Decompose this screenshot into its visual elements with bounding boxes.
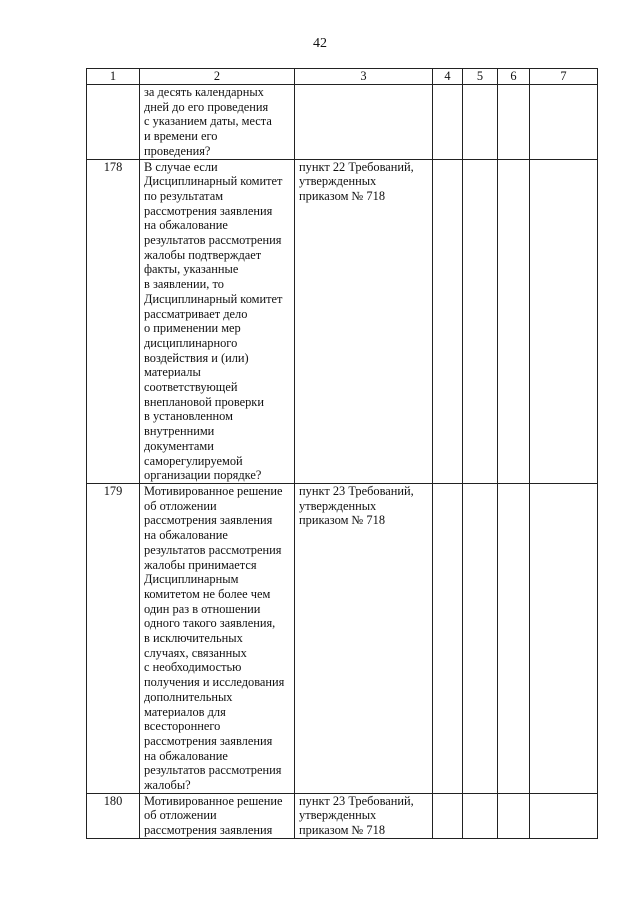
- requirement-text: Мотивированное решение об отложении рассмотрения заявления: [140, 793, 295, 838]
- column-header-7: 7: [530, 69, 598, 85]
- table-row: [87, 85, 598, 160]
- cell-col6: [498, 793, 530, 838]
- requirement-text: Мотивированное решение об отложении рассмотрения заявления на обжалование результатов рассмотрения жалобы принимается Дисциплинарным комитетом не более чем один раз в отношении одного такого заявления, в исключительных случаях, связанных с необходимостью получения и исследования дополнительных материалов для всестороннего рассмотрения заявления на обжалование результатов рассмотрения жалобы?: [140, 483, 295, 793]
- cell-col4: [433, 85, 463, 160]
- column-header-5: 5: [463, 69, 498, 85]
- reference-text: [295, 85, 433, 160]
- column-header-2: 2: [140, 69, 295, 85]
- cell-col7: [530, 159, 598, 483]
- row-number: 180: [87, 793, 140, 838]
- cell-col5: [463, 793, 498, 838]
- reference-text: пункт 22 Требований, утвержденных приказом № 718: [295, 159, 433, 483]
- cell-col5: [463, 483, 498, 793]
- row-number: [87, 85, 140, 160]
- requirements-table: [86, 68, 598, 839]
- table-row: [87, 159, 598, 483]
- cell-col4: [433, 159, 463, 483]
- table-row: [87, 793, 598, 838]
- cell-col6: [498, 483, 530, 793]
- reference-text: пункт 23 Требований, утвержденных приказом № 718: [295, 483, 433, 793]
- cell-col5: [463, 159, 498, 483]
- reference-text: пункт 23 Требований, утвержденных приказом № 718: [295, 793, 433, 838]
- row-number: 178: [87, 159, 140, 483]
- cell-col4: [433, 483, 463, 793]
- header-row: [87, 69, 598, 85]
- requirement-text: за десять календарных дней до его проведения с указанием даты, места и времени его проведения?: [140, 85, 295, 160]
- requirement-text: В случае если Дисциплинарный комитет по результатам рассмотрения заявления на обжалование результатов рассмотрения жалобы подтверждает факты, указанные в заявлении, то Дисциплинарный комитет рассматривает дело о применении мер дисциплинарного воздействия и (или) материалы соответствующей внеплановой проверки в установленном внутренними документами саморегулируемой организации порядке?: [140, 159, 295, 483]
- cell-col7: [530, 483, 598, 793]
- cell-col4: [433, 793, 463, 838]
- cell-col5: [463, 85, 498, 160]
- column-header-3: 3: [295, 69, 433, 85]
- column-header-1: 1: [87, 69, 140, 85]
- column-header-6: 6: [498, 69, 530, 85]
- page-number: 42: [313, 36, 327, 51]
- cell-col6: [498, 159, 530, 483]
- table-row: [87, 483, 598, 793]
- row-number: 179: [87, 483, 140, 793]
- column-header-4: 4: [433, 69, 463, 85]
- cell-col7: [530, 793, 598, 838]
- cell-col6: [498, 85, 530, 160]
- cell-col7: [530, 85, 598, 160]
